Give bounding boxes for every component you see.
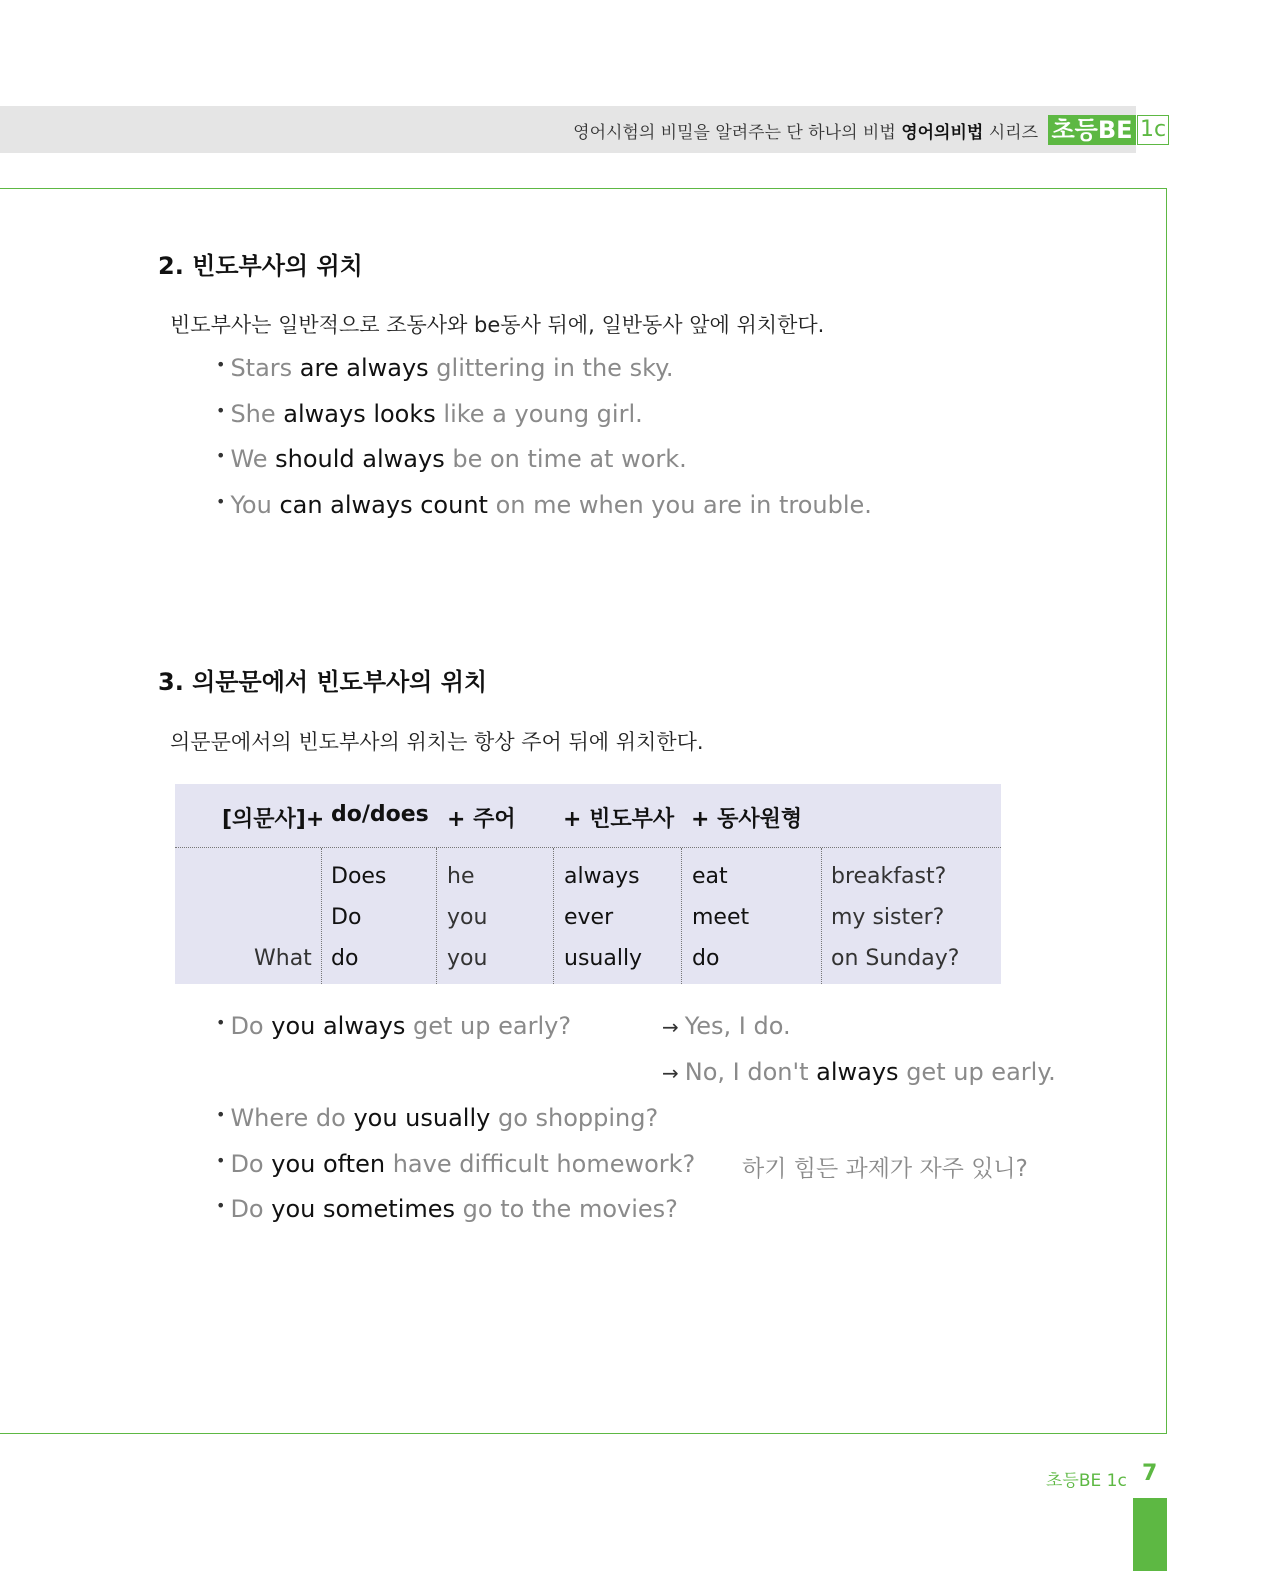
table-header-row (175, 784, 1001, 848)
table-cell: do (331, 946, 359, 971)
table-cell: do (692, 946, 720, 971)
table-header-cell: [의문사]+ (222, 807, 325, 832)
section3-title: 3. 의문문에서 빈도부사의 위치 (158, 668, 488, 696)
answer-line: → No, I don't always get up early. (662, 1058, 1056, 1086)
header-series-name: 영어의비법 (901, 123, 984, 143)
example-sentence: • She always looks like a young girl. (216, 400, 643, 428)
table-cell: you (447, 946, 488, 971)
section2-title: 2. 빈도부사의 위치 (158, 252, 363, 280)
page-tab (1133, 1498, 1167, 1571)
series-badge: 초등BE (1048, 115, 1136, 145)
table-divider (321, 848, 322, 984)
grammar-table (175, 784, 1001, 984)
example-sentence: • Stars are always glittering in the sky. (216, 354, 674, 382)
table-cell: always (564, 864, 640, 889)
header-tagline-text: 영어시험의 비밀을 알려주는 단 하나의 비법 (573, 123, 896, 143)
header-series-suffix: 시리즈 (988, 123, 1038, 143)
series-level-badge: 1c (1137, 115, 1169, 145)
table-divider (553, 848, 554, 984)
table-divider (681, 848, 682, 984)
table-cell: eat (692, 864, 728, 889)
answer-line: → Yes, I do. (662, 1012, 791, 1040)
table-header-cell: + 동사원형 (691, 807, 803, 832)
header-tagline (573, 118, 1038, 143)
table-cell: breakfast? (831, 864, 947, 889)
table-cell: Do (331, 905, 362, 930)
example-sentence: • We should always be on time at work. (216, 445, 687, 473)
table-cell: on Sunday? (831, 946, 960, 971)
translation-note: 하기 힘든 과제가 자주 있니? (742, 1156, 1028, 1182)
example-sentence: • Do you always get up early? (216, 1012, 572, 1040)
table-cell: usually (564, 946, 643, 971)
example-sentence: • Do you often have difficult homework? (216, 1150, 696, 1178)
footer-label: 초등BE 1c (1046, 1471, 1127, 1491)
section2-description: 빈도부사는 일반적으로 조동사와 be동사 뒤에, 일반동사 앞에 위치한다. (170, 313, 825, 337)
table-header-cell: + 주어 (447, 807, 516, 832)
example-sentence: • Do you sometimes go to the movies? (216, 1195, 678, 1223)
table-header-cell: + 빈도부사 (563, 807, 675, 832)
table-cell: ever (564, 905, 614, 930)
table-cell: you (447, 905, 488, 930)
table-cell: Does (331, 864, 387, 889)
example-sentence: • You can always count on me when you are in trouble. (216, 491, 872, 519)
table-cell: meet (692, 905, 750, 930)
table-cell: What (254, 946, 312, 971)
section3-description: 의문문에서의 빈도부사의 위치는 항상 주어 뒤에 위치한다. (170, 730, 704, 754)
table-divider (821, 848, 822, 984)
page-number: 7 (1142, 1461, 1158, 1486)
table-header-cell: do/does (331, 802, 429, 827)
example-sentence: • Where do you usually go shopping? (216, 1104, 659, 1132)
table-cell: he (447, 864, 475, 889)
table-divider (436, 848, 437, 984)
table-cell: my sister? (831, 905, 945, 930)
